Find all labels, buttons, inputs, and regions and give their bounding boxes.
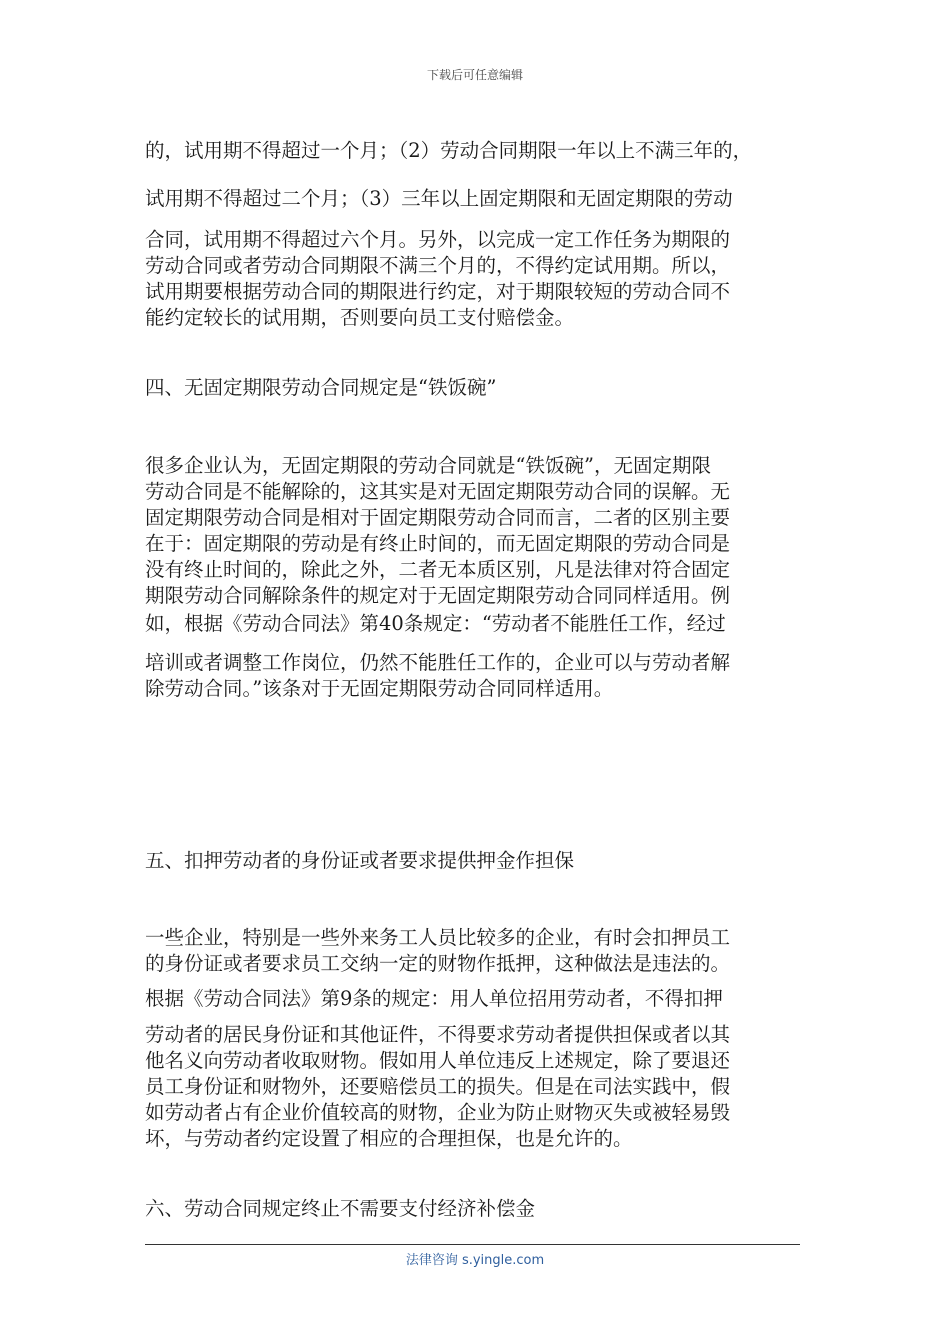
- body-line: 根据《劳动合同法》第9条的规定：用人单位招用劳动者，不得扣押: [145, 987, 723, 1010]
- body-line: 的身份证或者要求员工交纳一定的财物作抵押，这种做法是违法的。: [145, 952, 731, 975]
- body-line: 在于：固定期限的劳动是有终止时间的，而无固定期限的劳动合同是: [145, 532, 731, 555]
- body-line: 试用期不得超过二个月；（3）三年以上固定期限和无固定期限的劳动: [145, 187, 733, 210]
- body-line: 员工身份证和财物外，还要赔偿员工的损失。但是在司法实践中，假: [145, 1075, 731, 1098]
- body-line: 除劳动合同。”该条对于无固定期限劳动合同同样适用。: [145, 677, 614, 700]
- body-line: 的，试用期不得超过一个月；（2）劳动合同期限一年以上不满三年的，: [145, 139, 753, 162]
- body-line: 没有终止时间的，除此之外，二者无本质区别，凡是法律对符合固定: [145, 558, 731, 581]
- body-line: 能约定较长的试用期，否则要向员工支付赔偿金。: [145, 306, 575, 329]
- section-heading: 六、劳动合同规定终止不需要支付经济补偿金: [145, 1197, 536, 1220]
- body-line: 合同，试用期不得超过六个月。另外，以完成一定工作任务为期限的: [145, 228, 731, 251]
- body-line: 劳动合同或者劳动合同期限不满三个月的，不得约定试用期。所以，: [145, 254, 731, 277]
- footer-divider: [145, 1244, 800, 1245]
- body-line: 期限劳动合同解除条件的规定对于无固定期限劳动合同同样适用。例: [145, 584, 731, 607]
- body-line: 一些企业，特别是一些外来务工人员比较多的企业，有时会扣押员工: [145, 926, 731, 949]
- body-line: 固定期限劳动合同是相对于固定期限劳动合同而言，二者的区别主要: [145, 506, 731, 529]
- body-line: 劳动合同是不能解除的，这其实是对无固定期限劳动合同的误解。无: [145, 480, 731, 503]
- body-line: 很多企业认为，无固定期限的劳动合同就是“铁饭碗”，无固定期限: [145, 454, 711, 477]
- body-line: 坏，与劳动者约定设置了相应的合理担保，也是允许的。: [145, 1127, 633, 1150]
- body-line: 试用期要根据劳动合同的期限进行约定，对于期限较短的劳动合同不: [145, 280, 731, 303]
- body-line: 他名义向劳动者收取财物。假如用人单位违反上述规定，除了要退还: [145, 1049, 731, 1072]
- section-heading: 五、扣押劳动者的身份证或者要求提供押金作担保: [145, 849, 575, 872]
- body-line: 如劳动者占有企业价值较高的财物，企业为防止财物灭失或被轻易毁: [145, 1101, 731, 1124]
- footer-link[interactable]: 法律咨询 s.yingle.com: [405, 1253, 545, 1268]
- page-header: 下载后可任意编辑: [426, 68, 523, 82]
- body-line: 劳动者的居民身份证和其他证件，不得要求劳动者提供担保或者以其: [145, 1023, 731, 1046]
- section-heading: 四、无固定期限劳动合同规定是“铁饭碗”: [145, 376, 497, 399]
- body-line: 如，根据《劳动合同法》第40条规定：“劳动者不能胜任工作，经过: [145, 612, 726, 635]
- body-line: 培训或者调整工作岗位，仍然不能胜任工作的，企业可以与劳动者解: [145, 651, 731, 674]
